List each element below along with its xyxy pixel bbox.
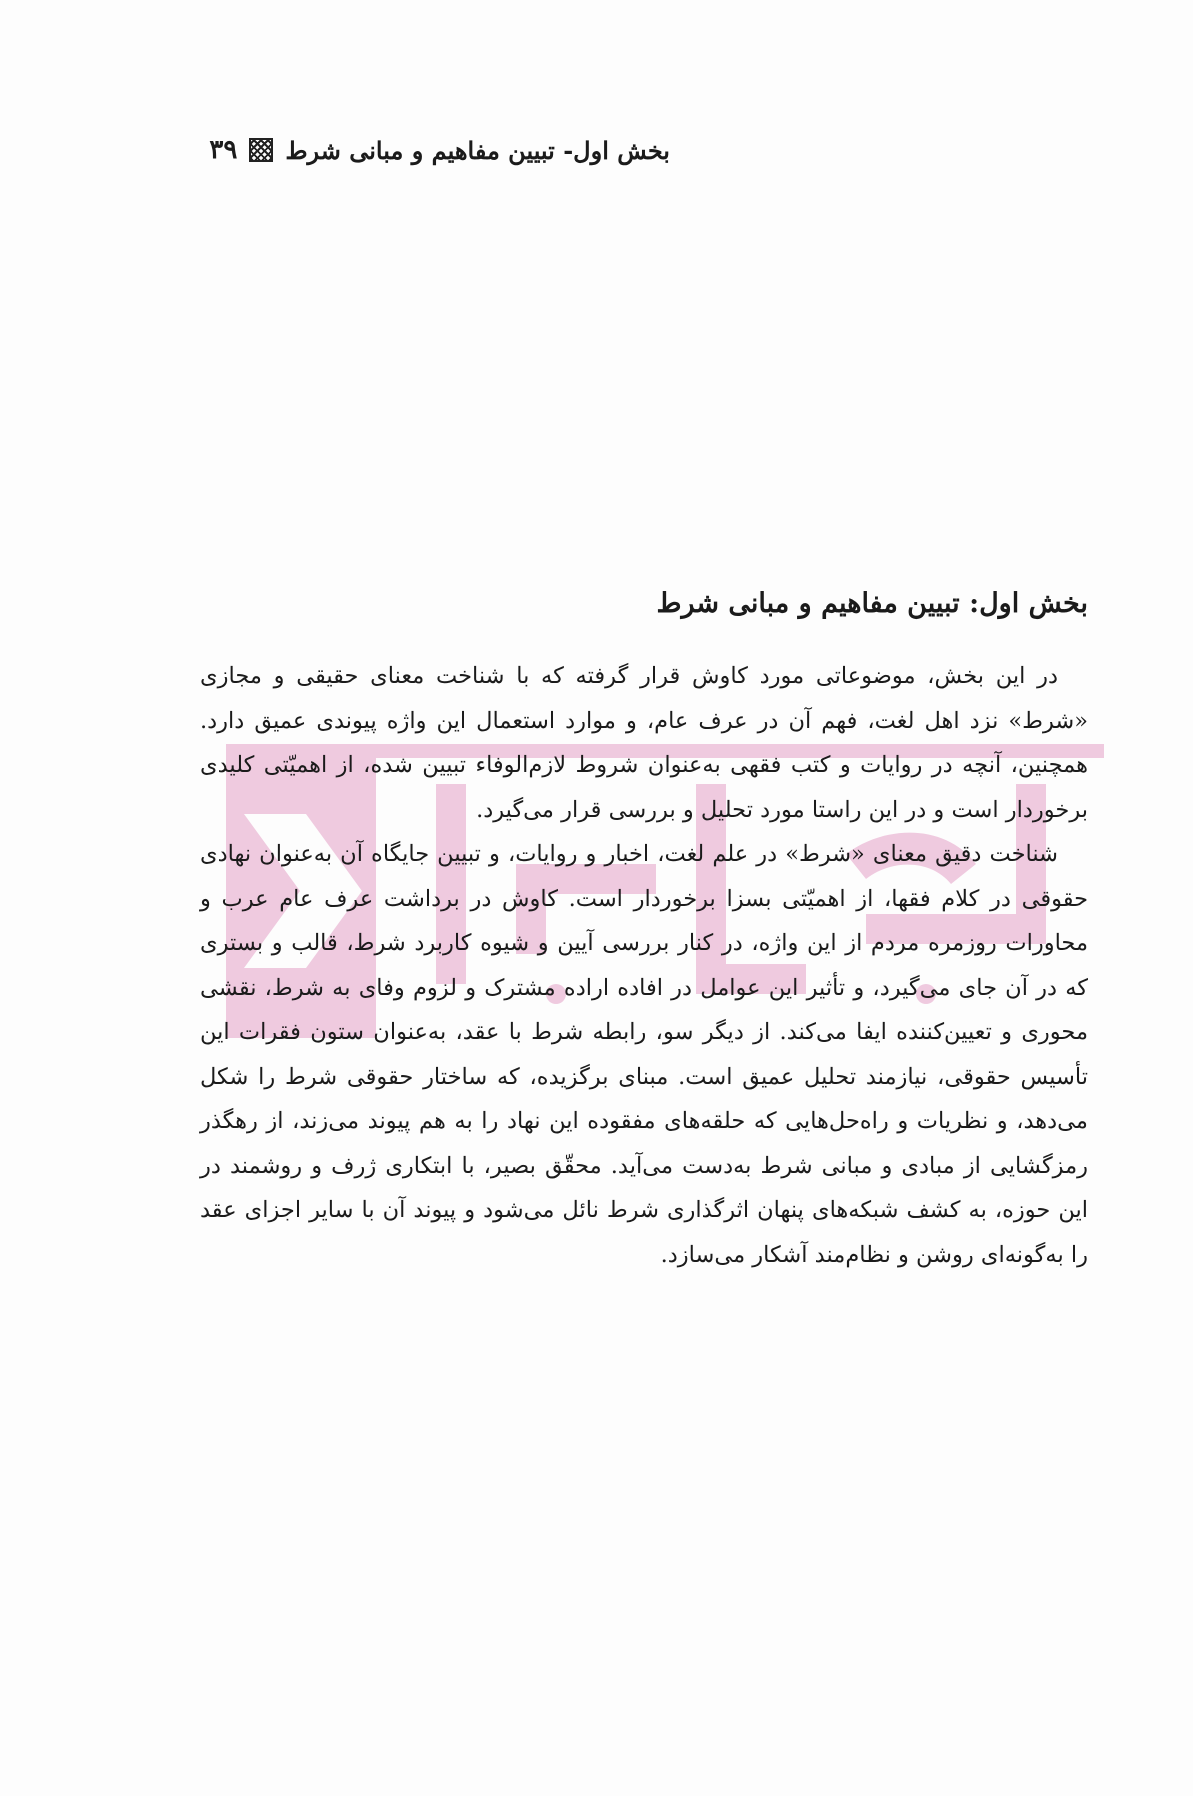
paragraph: در این بخش، موضوعاتی مورد کاوش قرار گرفته که با شناخت معنای حقیقی و مجازی «شرط» نزد اهل لغت، فهم آن در عرف عام، و موارد استعمال این واژه پیوندی عمیق دارد. همچنین، آنچه در روایات و کتب فقهی به‌عنوان شروط لازم‌الوفاء تبیین شده، از اهمیّتی کلیدی برخوردار است و در این راستا مورد تحلیل و بررسی قرار می‌گیرد. — [200, 663, 1088, 823]
page-number: ۳۹ — [209, 135, 238, 165]
paragraph: شناخت دقیق معنای «شرط» در علم لغت، اخبار و روایات، و تبیین جایگاه آن به‌عنوان نهادی حقوقی در کلام فقها، از اهمیّتی بسزا برخوردار است. کاوش در برداشت عرف عام عرب و محاورات روزمره مردم از این واژه، در کنار بررسی آیین و شیوه کاربرد شرط، قالب و بستری که در آن جای می‌گیرد، و تأثیر این عوامل در افاده اراده مشترک و لزوم وفای به شرط، نقشی محوری و تعیین‌کننده ایفا می‌کند. از دیگر سو، رابطه شرط با عقد، به‌عنوان ستون فقرات این تأسیس حقوقی، نیازمند تحلیل عمیق است. مبنای برگزیده، که ساختار حقوقی شرط را شکل می‌دهد، و نظریات و راه‌حل‌هایی که حلقه‌های مفقوده این نهاد را به هم پیوند می‌زند، از رهگذر رمزگشایی از مبادی و مبانی شرط به‌دست می‌آید. محقّق بصیر، با ابتکاری ژرف و روشمند در این حوزه، به کشف شبکه‌های پنهان اثرگذاری شرط نائل می‌شود و پیوند آن با سایر اجزای عقد را به‌گونه‌ای روشن و نظام‌مند آشکار می‌سازد. — [200, 841, 1088, 1268]
running-header — [200, 128, 670, 172]
section-heading: بخش اول: تبیین مفاهیم و مبانی شرط — [656, 588, 1088, 619]
body-text — [200, 654, 1088, 1277]
square-lattice-ornament-icon — [249, 138, 273, 162]
running-header-title: بخش اول- تبیین مفاهیم و مبانی شرط — [285, 135, 670, 165]
